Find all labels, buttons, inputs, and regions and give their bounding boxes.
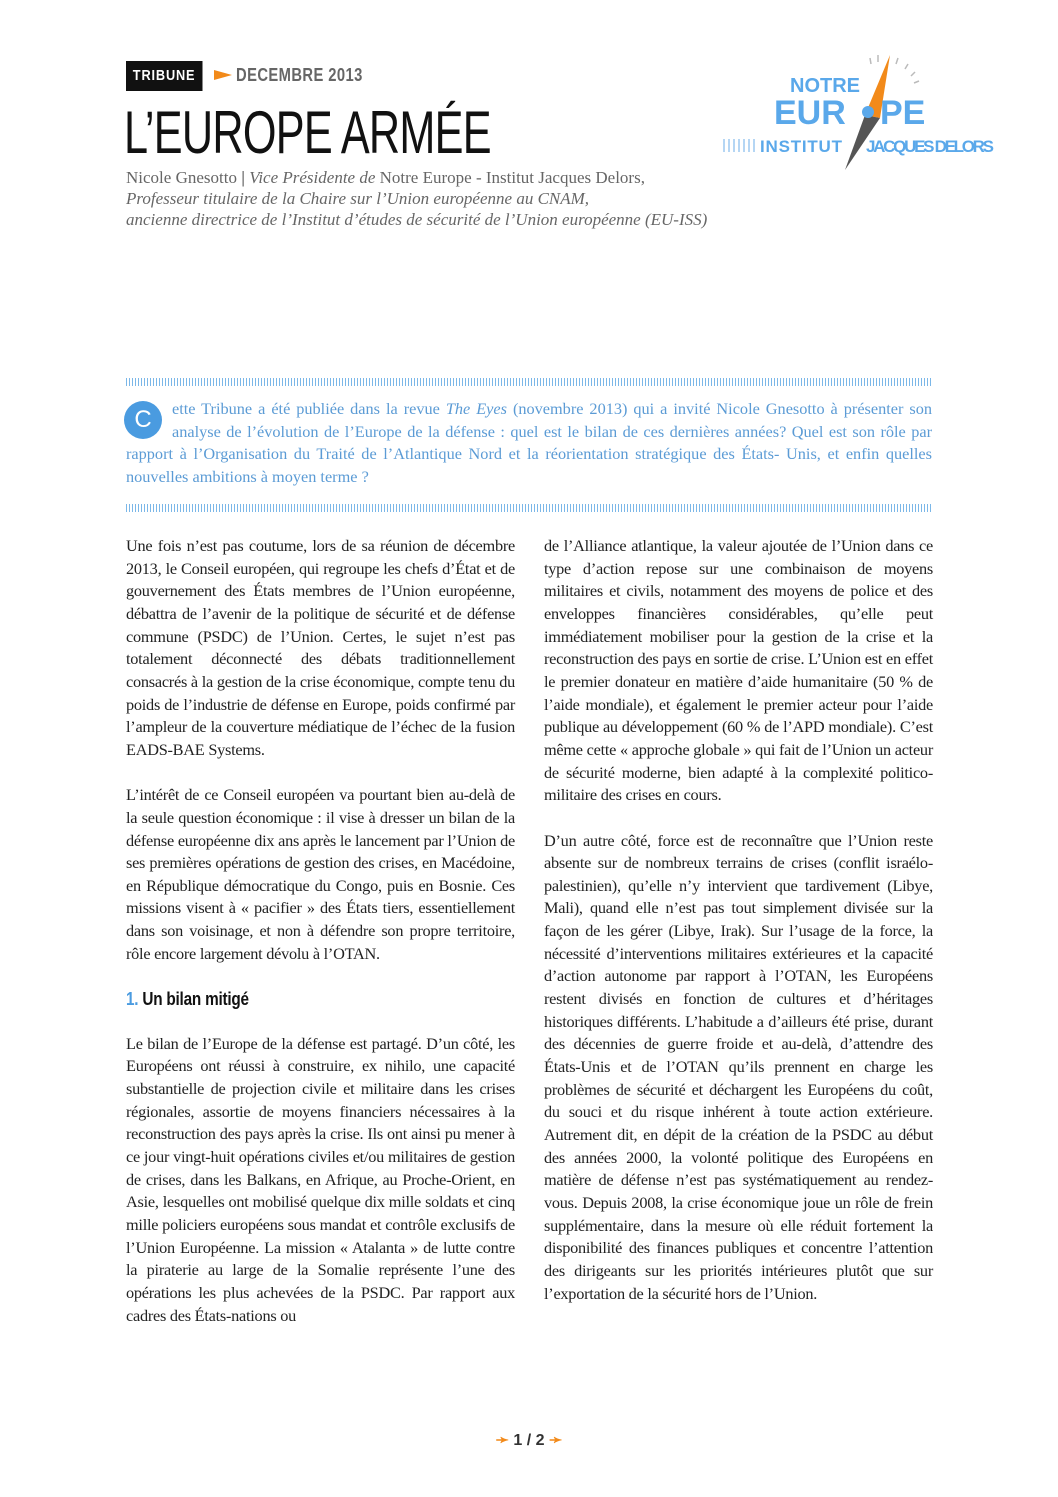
arrow-icon: ➛ [495, 1432, 514, 1449]
svg-text:PE: PE [880, 94, 926, 132]
section-heading: 1. Un bilan mitigé [126, 989, 249, 1010]
divider-bottom [126, 504, 932, 512]
intro-box [126, 398, 932, 488]
paragraph: Une fois n’est pas coutume, lors de sa réunion de décembre 2013, le Conseil européen, qui regroupe les chefs d’État et de gouvernement des États membres de l’Union européenne, débattra de l’avenir de la politique de sécurité et de défense commune (PSDC) de l’Union. Certes, le sujet n’est pas totalement déconnecté des débats traditionnellement consacrés à la gestion de la crise économique, compte tenu du poids de l’industrie de défense en Europe, poids confirmé par l’ampleur de la couverture médiatique de l’échec de la fusion EADS-BAE Systems. [126, 536, 515, 759]
author-role: Vice Présidente de [249, 168, 376, 187]
author-name: Nicole Gnesotto [126, 168, 237, 187]
paragraph: L’intérêt de ce Conseil européen va pourtant bien au-delà de la seule question économique : il vise à dresser un bilan de la défense européenne dix ans après le lancement par l’Union de ses premières opérations de gestion des crises, en Macédoine, en République démocratique du Congo, puis en Bosnie. Ces missions visent à « pacifier » des États tiers, essentiellement dans son voisinage, et non à défendre son propre territoire, rôle encore largement dévolu à l’OTAN. [126, 785, 515, 963]
author-line-3: ancienne directrice de l’Institut d’études de sécurité de l’Union européenne (EU-ISS) [126, 210, 708, 229]
tribune-tag: TRIBUNE [126, 61, 202, 91]
arrow-icon: ➛ [544, 1432, 563, 1449]
svg-text:INSTITUT: INSTITUT [760, 137, 842, 156]
intro-text-cont: (novembre 2013) qui a invité Nicole Gnesotto à présenter son analyse de l’évolution de l’Europe de la défense : quel est le bilan de ces dernières années? Quel est son rôle par rapport à l’Organisation du Traité de l’Atlantique Nord et la réorientation stratégique des États- Unis, et enfin quelles nouvelles ambitions à moyen terme ? [126, 399, 933, 486]
page-number: 1 / 2 [513, 1432, 545, 1449]
separator: | [241, 168, 245, 187]
paragraph: de l’Alliance atlantique, la valeur ajoutée de l’Union dans ce type d’action repose sur une combinaison de moyens militaires et civils, notamment des moyens de police et des enveloppes financières considérables, qu’elle peut immédiatement mobiliser pour la gestion de la crise et la reconstruction des pays en sortie de crise. L’Union est en effet le premier donateur en matière d’aide humanitaire (50 % de l’aide mondiale), et également le premier acteur pour l’aide publique au développement (60 % de l’APD mondiale). C’est même cette « approche globale » qui fait de l’Union un acteur de sécurité moderne, bien adapté à la complexité politico-militaire des crises en cours. [544, 536, 933, 805]
column-left [126, 535, 515, 1350]
dropcap: C [124, 401, 162, 439]
divider-top [126, 378, 932, 386]
section-number: 1. [126, 989, 139, 1010]
svg-text:NOTRE: NOTRE [790, 75, 860, 97]
author-line [126, 168, 645, 188]
intro-magazine: The Eyes [445, 399, 507, 418]
column-right [544, 535, 933, 1328]
issue-date: DECEMBRE 2013 [236, 65, 363, 85]
notre-europe-logo [720, 50, 1000, 170]
author-line-2: Professeur titulaire de la Chaire sur l’Union européenne au CNAM, [126, 189, 590, 208]
page-title: L’EUROPE ARMÉE [124, 99, 491, 166]
svg-text:EUR: EUR [774, 94, 846, 132]
author-org: Notre Europe - Institut Jacques Delors, [379, 168, 645, 187]
arrow-icon [214, 70, 232, 80]
page-footer [0, 1430, 1058, 1450]
paragraph: D’un autre côté, force est de reconnaître que l’Union reste absente sur de nombreux terrains de crises (conflit israélo-palestinien), qu’elle n’y intervient que tardivement (Libye, Mali), quand elle n’est pas tout simplement divisée sur la façon de les gérer (Libye, Irak). Sur l’usage de la force, la nécessité d’interventions militaires extérieures et la capacité d’action autonome par rapport à l’OTAN, les Européens restent divisés en fonction de cultures et d’héritages historiques différents. L’habitude a d’ailleurs été prise, durant des décennies de guerre froide et au-delà, d’attendre des États-Unis et de l’OTAN qu’ils prennent en charge les problèmes de sécurité et déchargent les Européens du coût, du souci et du risque inhérent à toute action extérieure. Autrement dit, en dépit de la création de la PSDC au début des années 2000, la volonté politique des Européens en matière de défense n’est pas systématiquement au rendez-vous. Depuis 2008, la crise économique joue un rôle de frein supplémentaire, dans la mesure où elle réduit fortement la disponibilité des finances publiques et concentre l’attention des dirigeants sur les priorités intérieures plutôt que sur l’exportation de la sécurité hors de l’Union. [544, 830, 933, 1303]
paragraph: Le bilan de l’Europe de la défense est partagé. D’un côté, les Européens ont réussi à construire, ex nihilo, une capacité substantielle de projection civile et militaire dans les crises régionales, assortie de moyens financiers nécessaires à la reconstruction des pays après la crise. Ils ont ainsi pu mener à ce jour vingt-huit opérations civiles et/ou militaires de gestion de crises, dans les Balkans, en Afrique, au Proche-Orient, en Asie, lesquelles ont mobilisé quelque dix mille soldats et cinq mille policiers européens sous mandat et contrôle exclusifs de l’Union Européenne. La mission « Atalanta » de lutte contre la piraterie au large de la Somalie représente l’une des opérations les plus achevées de la PSDC. Par rapport aux cadres des États-nations ou [126, 1033, 515, 1325]
intro-text: ette Tribune a été publiée dans la revue [172, 399, 446, 418]
svg-text:JACQUES DELORS: JACQUES DELORS [866, 137, 994, 156]
